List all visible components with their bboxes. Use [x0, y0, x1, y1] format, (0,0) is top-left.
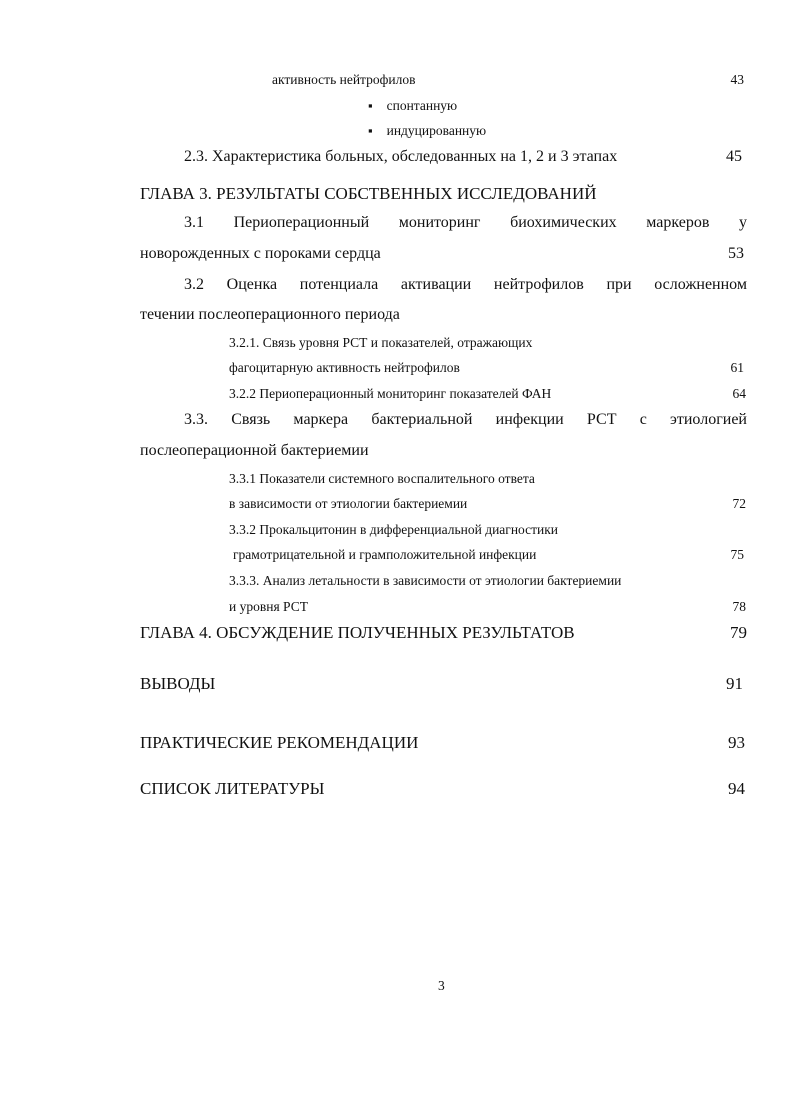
toc-entry-3-2-line1: 3.2 Оценка потенциала активации нейтрофилов при осложненном — [184, 276, 747, 293]
toc-entry-3-2 — [140, 276, 747, 294]
toc-entry-3-3-1-line1: 3.3.1 Показатели системного воспалительного ответа — [229, 471, 535, 486]
toc-entry-3-1-line2: новорожденных с пороками сердца — [140, 245, 381, 262]
toc-page-number: 64 — [732, 386, 746, 401]
toc-entry-3-3-3-line2: и уровня РСТ — [229, 599, 308, 614]
page-number: 3 — [438, 978, 445, 993]
toc-entry-3-3-3-line1: 3.3.3. Анализ летальности в зависимости от этиологии бактериемии — [229, 573, 622, 588]
toc-entry-3-3-1-line2: в зависимости от этиологии бактериемии — [229, 496, 468, 511]
toc-page-number: 43 — [730, 72, 744, 87]
toc-page-number: 75 — [730, 547, 744, 562]
toc-practical-recommendations: ПРАКТИЧЕСКИЕ РЕКОМЕНДАЦИИ — [140, 733, 419, 752]
toc-entry-3-3 — [140, 411, 747, 429]
toc-entry-3-3-line1: 3.3. Связь маркера бактериальной инфекции РСТ с этиологией — [184, 411, 747, 428]
toc-page-number: 79 — [730, 623, 747, 642]
toc-entry-3-1-line1: 3.1 Периоперационный мониторинг биохимических маркеров у — [184, 214, 747, 231]
toc-chapter-4-title: ГЛАВА 4. ОБСУЖДЕНИЕ ПОЛУЧЕННЫХ РЕЗУЛЬТАТОВ — [140, 623, 575, 642]
toc-chapter-3-title: ГЛАВА 3. РЕЗУЛЬТАТЫ СОБСТВЕННЫХ ИССЛЕДОВАНИЙ — [140, 184, 597, 203]
toc-entry-3-2-2: 3.2.2 Периоперационный мониторинг показателей ФАН — [229, 386, 552, 401]
toc-entry-2-3: 2.3. Характеристика больных, обследованных на 1, 2 и 3 этапах — [184, 148, 618, 165]
toc-entry-3-2-line2: течении послеоперационного периода — [140, 306, 400, 323]
toc-entry-3-1 — [140, 214, 747, 232]
toc-entry-3-2-1-line2: фагоцитарную активность нейтрофилов — [229, 360, 460, 375]
toc-page-number: 91 — [726, 674, 743, 693]
toc-page-number: 94 — [728, 779, 745, 798]
toc-page-number: 45 — [726, 148, 742, 165]
toc-page-number: 72 — [732, 496, 746, 511]
toc-bullet-induced: ▪ индуцированную — [368, 123, 486, 139]
toc-entry-3-2-1-line1: 3.2.1. Связь уровня РСТ и показателей, отражающих — [229, 335, 533, 350]
toc-page-number: 78 — [732, 599, 746, 614]
toc-entry-neutrophil-activity: активность нейтрофилов — [272, 72, 416, 87]
toc-entry-3-3-line2: послеоперационной бактериемии — [140, 442, 369, 459]
toc-entry-3-3-2-line1: 3.3.2 Прокальцитонин в дифференциальной диагностики — [229, 522, 559, 537]
toc-bullet-spontaneous: ▪ спонтанную — [368, 98, 457, 114]
toc-page-number: 53 — [728, 245, 744, 262]
toc-references: СПИСОК ЛИТЕРАТУРЫ — [140, 779, 325, 798]
toc-conclusions: ВЫВОДЫ — [140, 674, 216, 693]
toc-page-number: 93 — [728, 733, 745, 752]
toc-page-number: 61 — [730, 360, 744, 375]
toc-entry-3-3-2-line2: грамотрицательной и грамположительной инфекции — [233, 547, 537, 562]
